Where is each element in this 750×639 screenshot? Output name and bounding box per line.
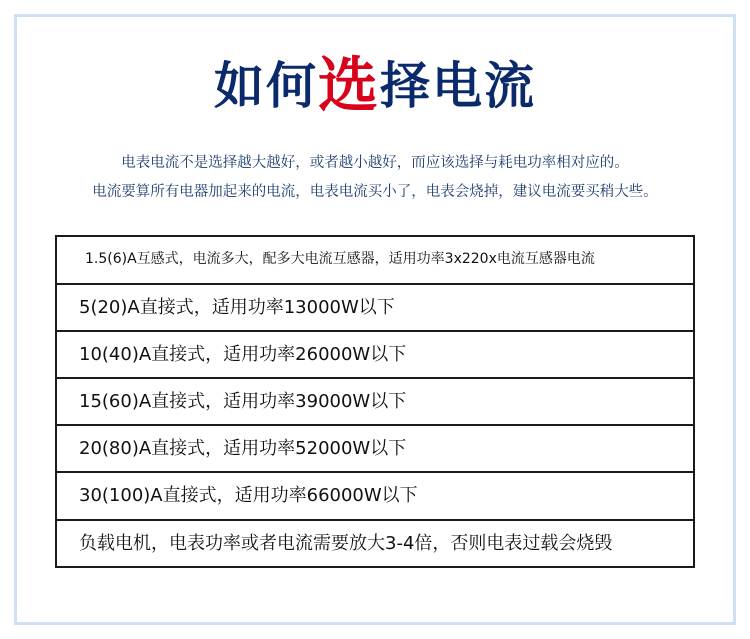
table-row: 负载电机，电表功率或者电流需要放大3-4倍，否则电表过载会烧毁 (79, 532, 613, 554)
table-row: 10(40)A直接式，适用功率26000W以下 (57, 332, 693, 379)
intro-line-2: 电流要算所有电器加起来的电流，电表电流买小了，电表会烧掉，建议电流要买稍大些。 (92, 184, 658, 200)
intro-paragraph (55, 149, 695, 207)
table-row: 1.5(6)A互感式，电流多大，配多大电流互感器，适用功率3x220x电流互感器电流 (57, 237, 693, 285)
page-title (0, 52, 750, 121)
table-row: 30(100)A直接式，适用功率66000W以下 (57, 473, 693, 520)
current-spec-table (55, 235, 695, 568)
page-title-before: 如何 (214, 57, 318, 115)
table-row: 15(60)A直接式，适用功率39000W以下 (57, 379, 693, 426)
table-row: 20(80)A直接式，适用功率52000W以下 (57, 426, 693, 473)
page-title-after: 择电流 (380, 57, 536, 115)
table-row: 5(20)A直接式，适用功率13000W以下 (57, 285, 693, 332)
page-title-highlight: 选 (318, 51, 380, 121)
intro-line-1: 电表电流不是选择越大越好，或者越小越好，而应该选择与耗电功率相对应的。 (121, 155, 629, 171)
